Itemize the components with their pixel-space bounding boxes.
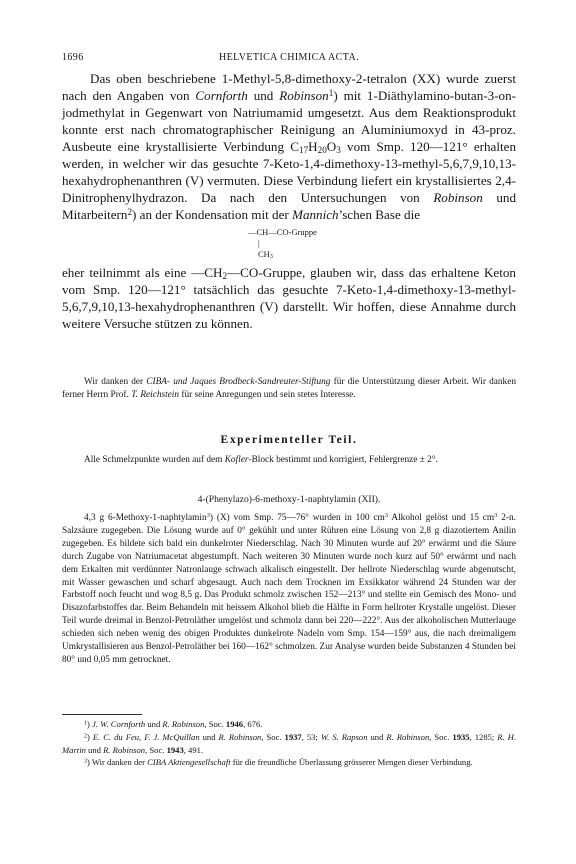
text-run: und (247, 88, 280, 103)
structural-formula (248, 227, 516, 260)
text-run: und (367, 731, 387, 742)
paragraph-keton (62, 264, 516, 332)
text-run: , 1285; (469, 731, 498, 742)
author-name: W. S. Rapson (320, 731, 368, 742)
person-name: Kofler (224, 455, 249, 465)
text-run: vom Smp. 120—121° erhalten werden, in welcher wir das gesuchte 7-Keto-1,4-dimethoxy-13-methyl-5,6,7,9,10,13-hexahydrophenanthren (V) vermuten. Diese Verbindung liefert ein krystallisiertes 2,4-Dinitrophenylhydrazon. Da nach den Untersuchungen von (62, 139, 517, 205)
text-run: —CO-Gruppe, glauben wir, dass das erhaltene Keton vom Smp. 120—121° tatsächlich das gesuchte 7-Keto-1,4-dimethoxy-13-methyl-5,6,7,9,10,13-hexahydrophenanthren (V) darstellt. Wir hoffen, diese Annahme durch weitere Versuche stützen zu können. (62, 265, 516, 331)
text-run: 4,3 g 6-Methoxy-1-naphtylamin (84, 513, 207, 523)
person-name: T. Reichstein (131, 389, 180, 400)
formula-element: H (308, 139, 318, 154)
text-run: , 53; (301, 731, 321, 742)
footnote-2: $^2$) E. C. du Feu, F. J. McQuillan und R. Robinson, Soc. 1937, 53; W. S. Rapson und R. Robinson, Soc. 1935, 1285; R. H. Martin und R. Robinson, Soc. 1943, 491. (62, 731, 517, 755)
text-run: und Mitarbeitern (62, 190, 517, 222)
text-run: -Block bestimmt und korrigiert, Fehlergrenze ± 2°. (248, 455, 438, 465)
author-name: E. C. du Feu, F. J. McQuillan (92, 731, 200, 742)
text-run: Alle Schmelzpunkte wurden auf dem (84, 455, 225, 465)
footnotes (62, 718, 516, 769)
text-run: , Soc. (429, 731, 453, 742)
citation-year: 1935 (452, 731, 470, 742)
procedure-text (62, 512, 516, 667)
footnote-divider (62, 714, 142, 715)
text-run: Alkohol gelöst und 15 cm (388, 513, 495, 523)
footnote-mark: 1 (84, 720, 88, 727)
text-run: , Soc. (145, 744, 167, 755)
text-run: Wir danken der (91, 757, 148, 768)
page-number: 1696 (62, 52, 84, 63)
author-name: Robinson (279, 88, 329, 103)
citation-year: 1937 (284, 731, 302, 742)
text-run: , 676. (243, 719, 263, 729)
main-text (62, 70, 516, 332)
footnote-ref: 2 (127, 206, 133, 217)
text-run: für die freundliche Überlassung grösserer Mengen dieser Verbindung. (230, 757, 473, 768)
subscript: 2 (222, 270, 228, 281)
journal-title: HELVETICA CHIMICA ACTA. (219, 52, 359, 63)
formula-methyl (258, 249, 516, 260)
text-run: Das oben beschriebene 1-Methyl-5,8-dimethoxy-2-tetralon (XX) wurde zuerst nach den Angaben von (62, 71, 516, 103)
citation-year: 1943 (166, 744, 184, 755)
text-run: ) an der Kondensation mit der (132, 207, 293, 222)
text-run: und (199, 731, 219, 742)
formula-element: O (326, 139, 337, 154)
author-name: R. Robinson (103, 744, 146, 755)
section-heading: Experimenteller Teil. (220, 434, 358, 446)
acknowledgement (62, 376, 516, 402)
author-name: R. Robinson (218, 731, 262, 742)
footnote-ref: 1 (328, 87, 334, 98)
subscript: 17 (298, 144, 309, 155)
text-run: , 491. (183, 744, 204, 755)
text-run: ) (X) vom Smp. 75—76° wurden in 100 cm (209, 513, 385, 523)
author-name: R. Robinson (162, 719, 205, 729)
text-run: für die Unterstützung dieser Arbeit. Wir danken ferner Herrn Prof. (62, 377, 516, 400)
foundation-name: CIBA- und Jaques Brodbeck-Sandreuter-Stiftung (146, 377, 331, 387)
author-name: R. Robinson (386, 731, 430, 742)
superscript: 3 (494, 512, 498, 520)
text-run: Wir danken der (84, 377, 147, 387)
subscript: 3 (269, 254, 273, 261)
text-run: und (85, 744, 104, 755)
experimental-intro (62, 454, 516, 467)
footnote-ref: 3 (206, 512, 210, 520)
footnote-3: $^3$) Wir danken der CIBA Aktiengesellschaft für die freundliche Überlassung grösserer Mengen dieser Verbindung. (84, 757, 473, 768)
text-run: , Soc. (204, 719, 226, 729)
subscript: 3 (336, 144, 341, 155)
formula-bond: | (258, 238, 260, 248)
author-name: Cornforth (195, 88, 248, 103)
author-name: J. W. Cornforth (92, 719, 146, 729)
superscript: 3 (384, 512, 389, 520)
author-name: Robinson (433, 190, 483, 205)
author-name: Mannich (292, 207, 339, 222)
compound-heading: 4-(Phenylazo)-6-methoxy-1-naphtylamin (XII). (197, 494, 381, 505)
formula-line: —CH—CO-Gruppe (248, 227, 317, 237)
footnote-mark: 2 (84, 733, 88, 740)
formula-text: CH (258, 249, 270, 259)
paragraph-tetralon (62, 70, 516, 223)
acknowledgement-text (62, 376, 516, 402)
text-run: 2-n. Salzsäure zugegeben. Die Lösung wurde auf 0° gekühlt und unter Rühren eine Lösung von 2,8 g diazotiertem Anilin zugegeben. Es bildete sich bald ein dunkelroter Niederschlag. Nach 30 Minuten wurde auf 20° erwärmt und die Säure durch Zugabe von Natriumacetat abgestumpft. Nach weiteren 30 Minuten wurde noch kurz auf 50° erwärmt und nach dem Erkalten mit verdünnter Natronlauge schwach alkalisch eingestellt. Der hellrote Niederschlag wurde abgenutscht, mit Wasser gewaschen und scharf abgesaugt. Auch nach dem Trocknen im Exsikkator während 24 Stunden war der Farbstoff noch feucht und wog 8,5 g. Das Produkt schmolz zwischen 152—213° und stellte ein Gemisch des Mono- und Disazofarbstoffes dar. Beim Behandeln mit heissem Alkohol blieb die Hälfte in Form hellroter Krystalle ungelöst. Dieser Teil wurde dreimal in Benzol-Petroläther umgelöst und schmolz dann bei 220—222°. Aus der alkoholischen Mutterlauge schieden sich neben wenig des obigen Produktes dunkelrote Nadeln vom Smp. 154—159° aus, die nach dreimaligem Umkrystallisieren aus Benzol-Petroläther bei 160—162° schmolzen. Zur Analyse wurden beide Substanzen 4 Stunden bei 80° und 0,05 mm getrocknet. (62, 513, 516, 665)
footnote-1: $^1$) J. W. Cornforth und R. Robinson, Soc. 1946, 676. (84, 719, 263, 729)
text-run: für seine Anregungen und sein stetes Interesse. (179, 389, 356, 400)
subscript: 20 (317, 144, 327, 155)
intro-text (62, 454, 516, 467)
company-name: CIBA Aktiengesellschaft (147, 757, 231, 768)
experimental-body (62, 512, 516, 667)
text-run: , Soc. (261, 731, 285, 742)
author-name: R. H. Martin (62, 731, 517, 755)
text-run: ) mit 1-Diäthylamino-butan-3-on-jodmethylat in Gegenwart von Natriumamid umgesetzt. Aus dem Reaktionsprodukt konnte erst nach chromatographischer Reinigung an Aluminiumoxyd in 43-proz. Ausbeute eine krystallisierte Verbindung C (62, 88, 517, 154)
text-run: und (145, 719, 163, 729)
text-run: ’schen Base die (338, 207, 421, 222)
footnote-mark: 3 (84, 758, 88, 765)
running-header (62, 52, 516, 63)
citation-year: 1946 (225, 719, 244, 729)
text-run: eher teilnimmt als eine —CH (62, 265, 223, 280)
